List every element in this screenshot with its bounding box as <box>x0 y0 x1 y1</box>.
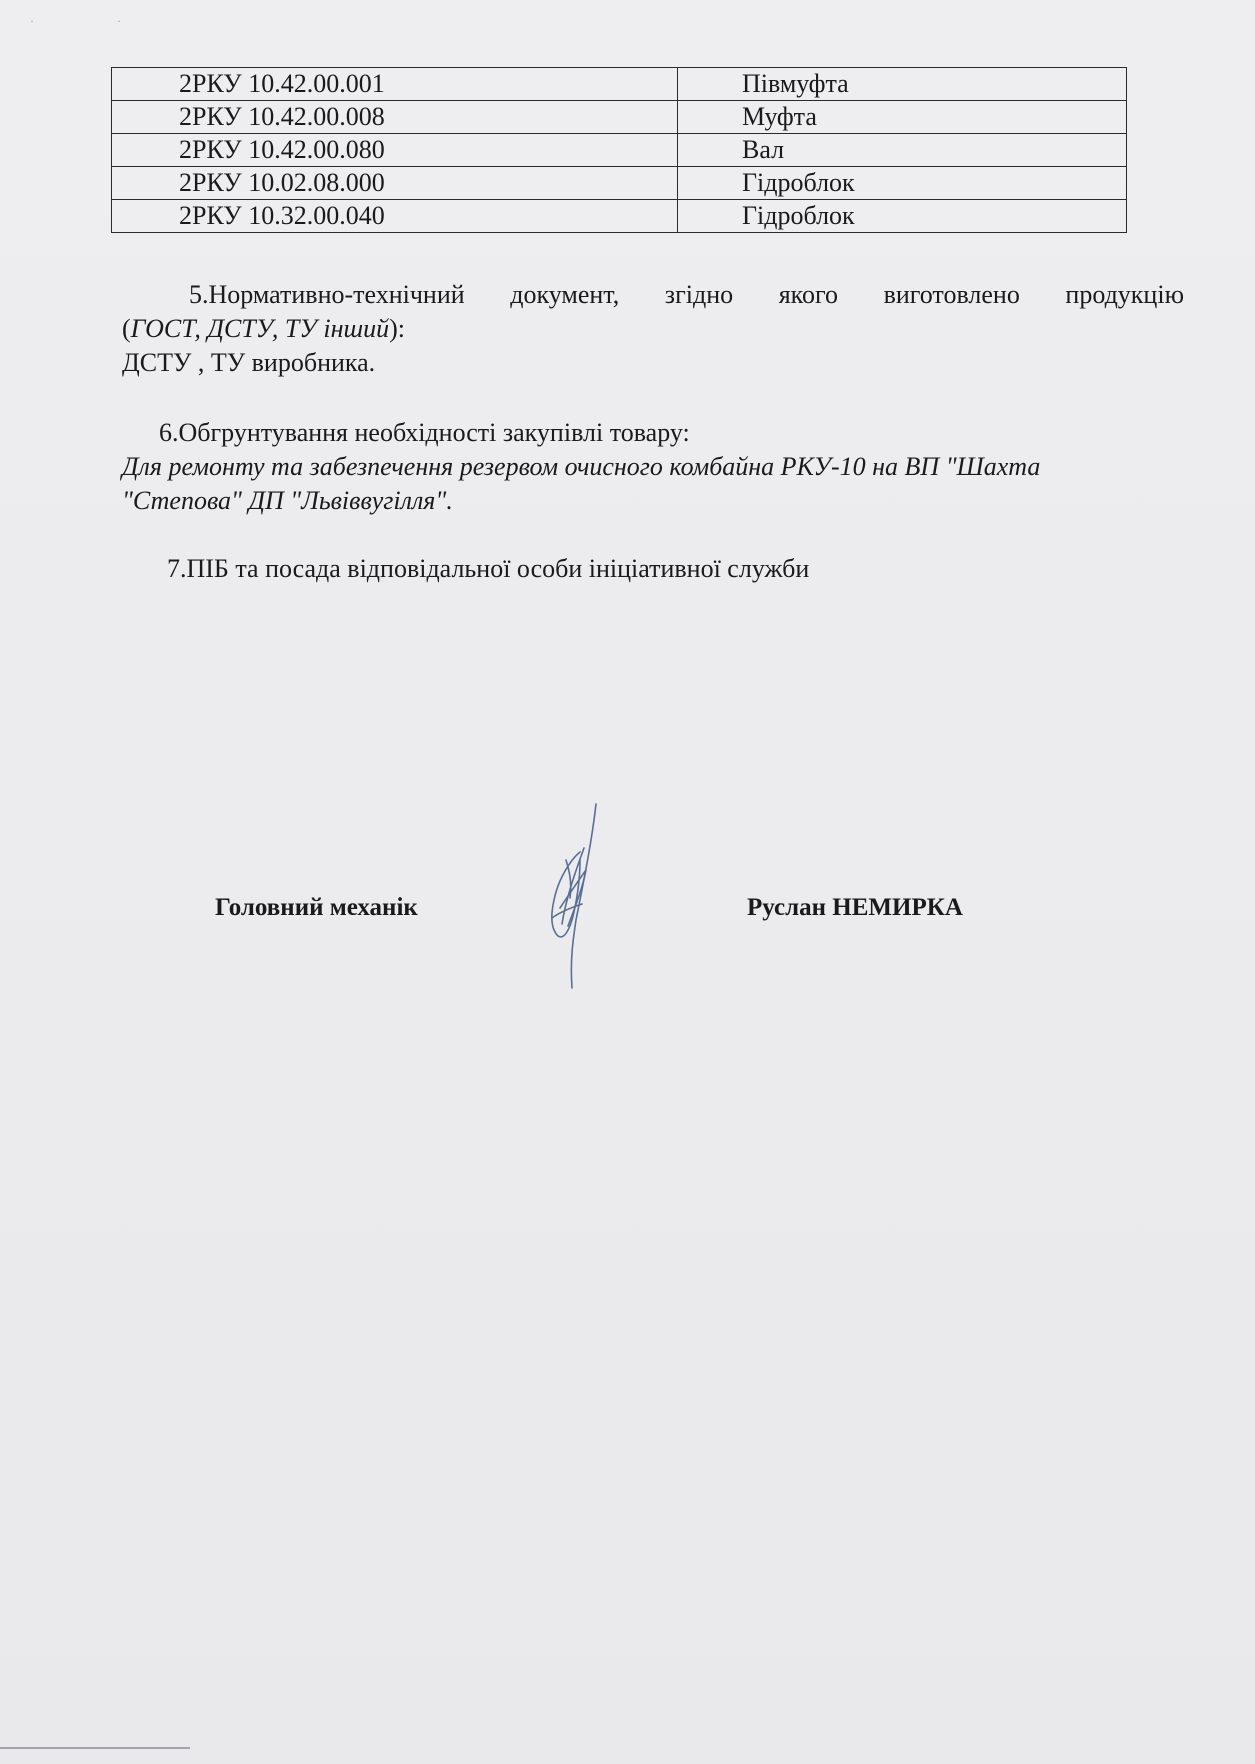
section-6-heading: 6.Обгрунтування необхідності закупівлі товару: <box>159 418 690 447</box>
part-name-cell: Гідроблок <box>678 167 1127 200</box>
table-row <box>112 134 1127 167</box>
table-row <box>112 68 1127 101</box>
part-name-cell: Гідроблок <box>678 200 1127 233</box>
section-6-justification <box>122 416 1184 518</box>
section-5-heading: 5.Нормативно-технічний документ, згідно якого виготовлено продукцію <box>189 280 1184 309</box>
signatory-position: Головний механік <box>215 894 418 921</box>
part-code-cell: 2РКУ 10.42.00.080 <box>112 134 678 167</box>
part-name-cell: Муфта <box>678 101 1127 134</box>
options-close-paren: ): <box>389 314 406 343</box>
section-6-text-line-1: Для ремонту та забезпечення резервом очисного комбайна РКУ-10 на ВП "Шахта <box>122 452 1041 481</box>
options-open-paren: ( <box>122 314 131 343</box>
scan-artifact: · · <box>30 14 161 28</box>
part-name-cell: Вал <box>678 134 1127 167</box>
section-6-text-line-2: "Степова" ДП "Львіввугілля". <box>122 486 453 515</box>
section-5-answer: ДСТУ , ТУ виробника. <box>122 348 376 377</box>
part-name-cell: Півмуфта <box>678 68 1127 101</box>
part-code-cell: 2РКУ 10.42.00.001 <box>112 68 678 101</box>
section-5-normative-document <box>122 278 1184 380</box>
section-7-heading: 7.ПІБ та посада відповідальної особи ініціативної служби <box>167 554 810 583</box>
section-5-options-italic: ГОСТ, ДСТУ, ТУ інший <box>130 314 390 343</box>
scan-edge-line <box>0 1747 190 1749</box>
table-row <box>112 167 1127 200</box>
part-code-cell: 2РКУ 10.32.00.040 <box>112 200 678 233</box>
part-code-cell: 2РКУ 10.42.00.008 <box>112 101 678 134</box>
signatory-name: Руслан НЕМИРКА <box>747 894 963 921</box>
parts-table <box>111 67 1127 233</box>
table-row <box>112 101 1127 134</box>
handwritten-signature <box>540 800 610 990</box>
table-row <box>112 200 1127 233</box>
section-5-options <box>122 312 1184 346</box>
part-code-cell: 2РКУ 10.02.08.000 <box>112 167 678 200</box>
